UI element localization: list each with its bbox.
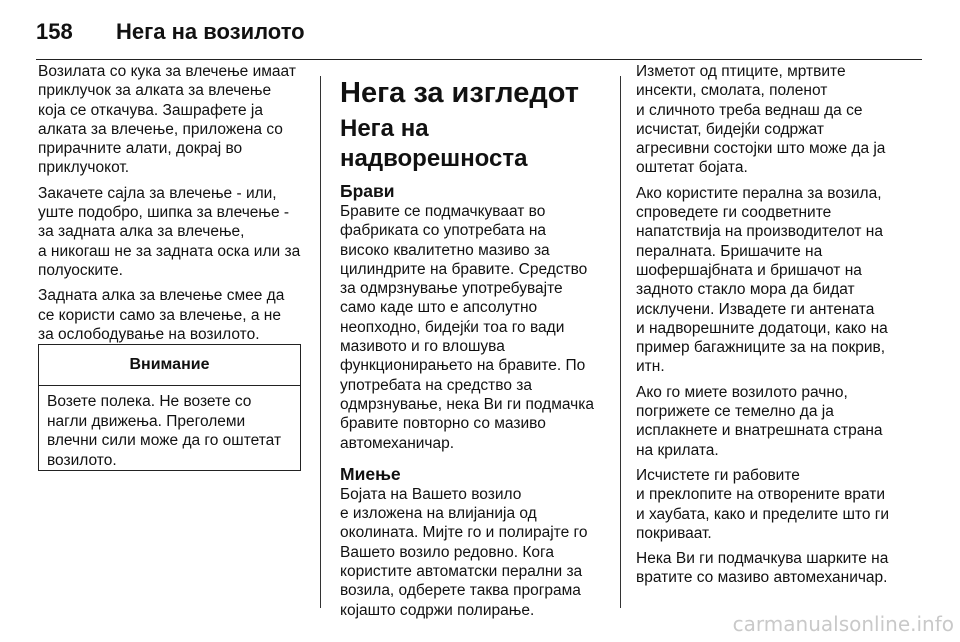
caution-text: Возете полека. Не возете со нагли движења. Преголеми влечни сили може да го оштетат возилото. xyxy=(47,393,282,469)
caution-box xyxy=(38,344,301,471)
paragraph-tow-eye: Возилата со кука за влечење имаат приклучок за алката за влечење која се откачува. Зашрафете ја алката за влечење, приложена со прирачните алати, докрај во приклучокот. xyxy=(38,63,296,177)
paragraph-rear-eye: Задната алка за влечење смее да се користи само за влечење, а не за ослободување на возилото. xyxy=(38,287,285,343)
paragraph-hand-wash: Ако го миете возилото рачно, погрижете се темелно да ја исплакнете и внатрешната страна на крилата. xyxy=(636,383,883,459)
page-header xyxy=(36,14,916,50)
column-divider-2 xyxy=(620,76,621,608)
paragraph-clean-edges: Исчистете ги рабовите и преклопите на отворените врати и хаубата, како и пределите што ги покриваат. xyxy=(636,466,890,542)
caution-title: Внимание xyxy=(39,345,300,386)
paragraph-door-hinges: Нека Ви ги подмачкува шарките на вратите со мазиво автомеханичар. xyxy=(636,550,889,587)
column-left xyxy=(38,62,308,350)
column-divider-1 xyxy=(320,76,321,608)
washing-heading: Миење xyxy=(340,463,401,484)
paragraph-car-wash: Ако користите перална за возила, спроведете ги соодветните напатствија на производителот на пералната. Бришачите на шофершајбната и бришачот на задното стакло мора да бидат исклучени. Извадете ги антената и надворешните додатоци, како на пример багажниците за на покрив, итн. xyxy=(636,184,888,376)
paragraph-bird-droppings: Изметот од птиците, мртвите инсекти, смолата, поленот и сличното треба веднаш да се исчистат, бидејќи содржат агресивни состојки што може да ја оштетат бојата. xyxy=(636,63,886,177)
subsection-heading: Нега на надворешноста xyxy=(340,115,528,172)
column-middle xyxy=(340,76,612,620)
header-divider xyxy=(36,59,922,60)
locks-paragraph: Бравите се подмачкуваат во фабриката со употребата на високо квалитетно мазиво за цилиндрите на бравите. Средство за одмрзнување употребувајте само каде што е апсолутно неопходно, бидејќи тоа го вади мазивото и го влошува функционирањето на бравите. По употребата на средство за одмрзнување, нека Ви ги подмачка бравите повторно со мазиво автомеханичар. xyxy=(340,203,594,452)
paragraph-tow-rope: Закачете сајла за влечење - или, уште подобро, шипка за влечење - за задната алка за влечење, а никогаш не за задната оска или за полуоските. xyxy=(38,184,301,279)
watermark: carmanualsonline.info xyxy=(732,612,954,636)
page-title: Нега на возилото xyxy=(116,19,305,44)
locks-heading: Брави xyxy=(340,181,395,201)
column-right xyxy=(636,62,908,594)
washing-paragraph: Бојата на Вашето возило е изложена на влијанија од околината. Мијте го и полирајте го Вашето возило редовно. Кога користите автоматски перални за возила, одберете таква програма којашто содржи полирање. xyxy=(340,485,588,619)
section-heading: Нега за изгледот xyxy=(340,77,579,109)
page-number: 158 xyxy=(36,19,73,44)
